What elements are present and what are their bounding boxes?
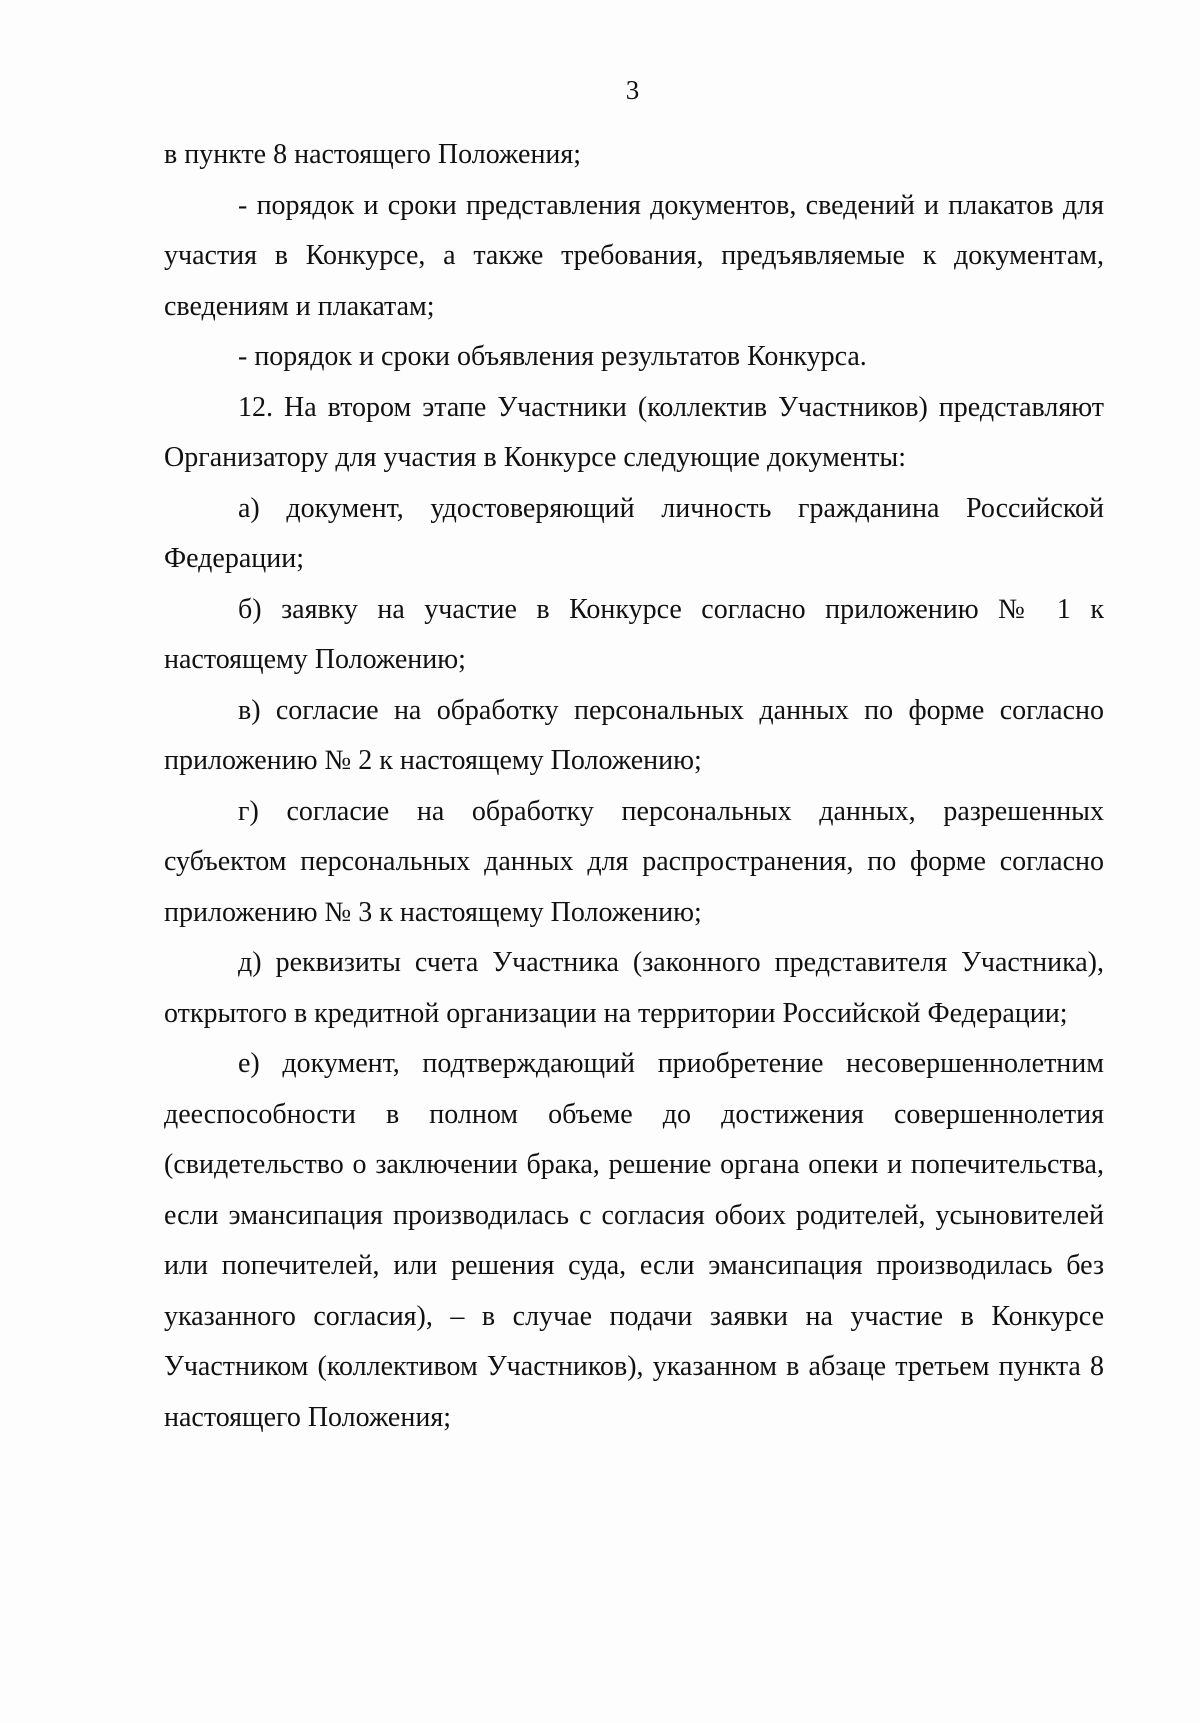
page-number: 3 xyxy=(625,75,640,105)
paragraph-item-e: е) документ, подтверждающий приобретение несовершеннолетним дееспособности в полном объеме до достижения совершеннолетия (свидетельство о заключении брака, решение органа опеки и попечительства, если эмансипация производилась с согласия обоих родителей, усыновителей или попечителей, или решения суда, если эмансипация производилась без указанного согласия), – в случае подачи заявки на участие в Конкурсе Участником (коллективом Участников), указанном в абзаце третьем пункта 8 настоящего Положения; xyxy=(164,1048,1104,1433)
paragraph-item-12: 12. На втором этапе Участники (коллектив Участников) представляют Организатору для участия в Конкурсе следующие документы: xyxy=(164,391,1104,473)
paragraph-continuation: в пункте 8 настоящего Положения; xyxy=(164,139,582,170)
paragraph-item-d: д) реквизиты счета Участника (законного представителя Участника), открытого в кредитной организации на территории Российской Федерации; xyxy=(164,947,1104,1029)
document-body xyxy=(164,130,1104,1443)
paragraph-documents-order: - порядок и сроки представления документов, сведений и плакатов для участия в Конкурсе, а также требования, предъявляемые к документам, сведениям и плакатам; xyxy=(164,189,1104,322)
paragraph-item-b: б) заявку на участие в Конкурсе согласно приложению № 1 к настоящему Положению; xyxy=(164,593,1104,675)
paragraph-item-v: в) согласие на обработку персональных данных по форме согласно приложению № 2 к настоящему Положению; xyxy=(164,694,1104,776)
paragraph-results-order: - порядок и сроки объявления результатов Конкурса. xyxy=(238,341,867,372)
paragraph-item-a: а) документ, удостоверяющий личность гражданина Российской Федерации; xyxy=(164,492,1104,574)
paragraph-item-g: г) согласие на обработку персональных данных, разрешенных субъектом персональных данных для распространения, по форме согласно приложению № 3 к настоящему Положению; xyxy=(164,795,1104,928)
